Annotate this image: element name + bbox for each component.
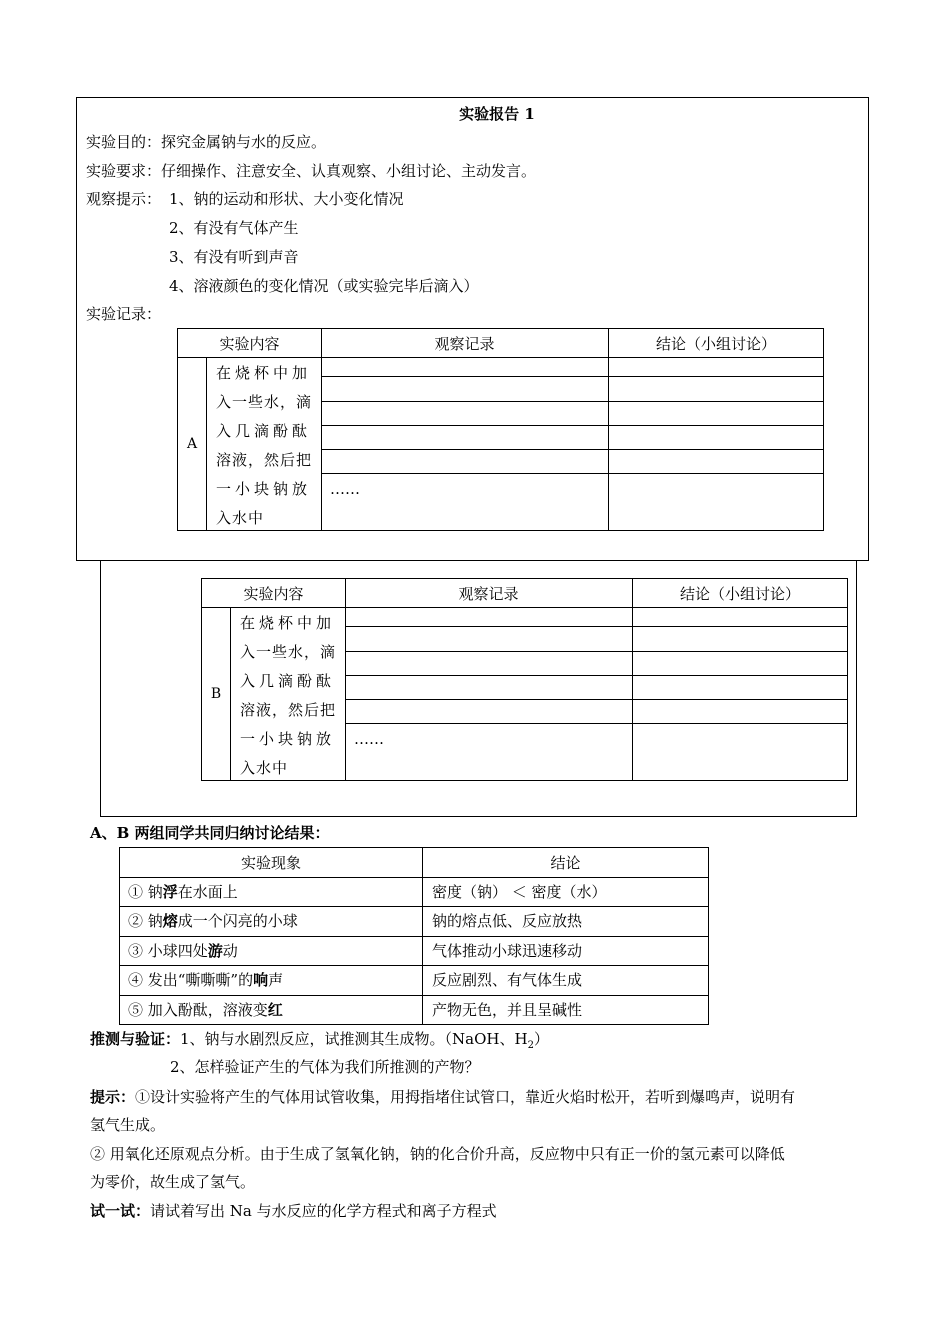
- content-line: 溶液，然后把: [240, 701, 337, 719]
- report-title: 实验报告 1: [459, 105, 535, 123]
- record-table-a: [177, 328, 824, 531]
- group-b-content: [240, 609, 350, 783]
- content-line: 一小块钠放: [216, 480, 312, 498]
- group-a-content: [216, 359, 326, 533]
- conclusion-1: 密度（钠） ＜ 密度（水）: [432, 883, 607, 901]
- header-observation: 观察记录: [434, 334, 495, 353]
- inference-q2: 2、怎样验证产生的气体为我们所推测的产物？: [170, 1058, 480, 1076]
- header-content: 实验内容: [219, 334, 280, 353]
- hint2-p2-line2: 为零价，故生成了氢气。: [90, 1173, 256, 1191]
- header-content: 实验内容: [243, 584, 304, 603]
- phenomenon-1: ① 钠浮在水面上: [128, 883, 238, 901]
- conclusion-2: 钠的熔点低、反应放热: [432, 912, 583, 930]
- hint2-p1-line1: 提示：①设计实验将产生的气体用试管收集，用拇指堵住试管口，靠近火焰时松开，若听到爆鸣声，说明有: [90, 1088, 796, 1106]
- content-line: 入几滴酚酞: [216, 422, 312, 440]
- hint-item-4: 4、溶液颜色的变化情况（或实验完毕后滴入）: [169, 277, 479, 295]
- summary-heading: A、B 两组同学共同归纳讨论结果：: [90, 824, 330, 842]
- record-label: 实验记录：: [86, 305, 162, 323]
- report-requirements: 实验要求：仔细操作、注意安全、认真观察、小组讨论、主动发言。: [86, 162, 537, 180]
- header-conclusion: 结论（小组讨论）: [679, 584, 800, 603]
- hint-item-1: 1、钠的运动和形状、大小变化情况: [169, 190, 404, 208]
- hint2-p1-line2: 氢气生成。: [90, 1116, 166, 1134]
- conclusion-3: 气体推动小球迅速移动: [432, 942, 583, 960]
- content-line: 在烧杯中加: [240, 614, 336, 632]
- conclusion-5: 产物无色，并且呈碱性: [432, 1001, 583, 1019]
- summary-header-conclusion: 结论: [550, 854, 581, 872]
- header-observation: 观察记录: [458, 584, 519, 603]
- header-conclusion: 结论（小组讨论）: [655, 334, 776, 353]
- ellipsis: ……: [330, 480, 360, 498]
- inference-label: 推测与验证：: [90, 1030, 181, 1048]
- hint2-p2-line1: ② 用氧化还原观点分析。由于生成了氢氧化钠，钠的化合价升高，反应物中只有正一价的氢元素可以降低: [90, 1145, 785, 1163]
- content-line: 在烧杯中加: [216, 364, 312, 382]
- try-line: 试一试：请试着写出 Na 与水反应的化学方程式和离子方程式: [90, 1202, 497, 1220]
- phenomenon-5: ⑤ 加入酚酞，溶液变红: [128, 1001, 283, 1019]
- hints-label: 观察提示：: [86, 190, 162, 208]
- phenomenon-3: ③ 小球四处游动: [128, 942, 238, 960]
- phenomenon-4: ④ 发出“嘶嘶嘶”的响声: [128, 971, 284, 989]
- ellipsis: ……: [354, 730, 384, 748]
- inference-q1: 推测与验证：1、钠与水剧烈反应，试推测其生成物。（NaOH、$H_2$）: [90, 1030, 549, 1051]
- record-table-b: [201, 578, 848, 781]
- content-line: 入水中: [216, 509, 265, 527]
- group-label-a: A: [186, 436, 198, 452]
- try-label: 试一试：: [90, 1202, 151, 1220]
- hint2-label: 提示：: [90, 1088, 136, 1106]
- phenomenon-2: ② 钠熔成一个闪亮的小球: [128, 912, 298, 930]
- content-line: 一小块钠放: [240, 730, 336, 748]
- content-line: 入一些水，滴: [216, 393, 313, 411]
- content-line: 入几滴酚酞: [240, 672, 336, 690]
- content-line: 入水中: [240, 759, 289, 777]
- content-line: 入一些水，滴: [240, 643, 337, 661]
- report-purpose: 实验目的：探究金属钠与水的反应。: [86, 133, 327, 151]
- content-line: 溶液，然后把: [216, 451, 313, 469]
- hint-item-3: 3、有没有听到声音: [169, 248, 299, 266]
- conclusion-4: 反应剧烈、有气体生成: [432, 971, 583, 989]
- group-label-b: B: [210, 686, 222, 702]
- summary-header-phenomenon: 实验现象: [240, 854, 301, 872]
- summary-table: [119, 847, 709, 1025]
- hint-item-2: 2、有没有气体产生: [169, 219, 299, 237]
